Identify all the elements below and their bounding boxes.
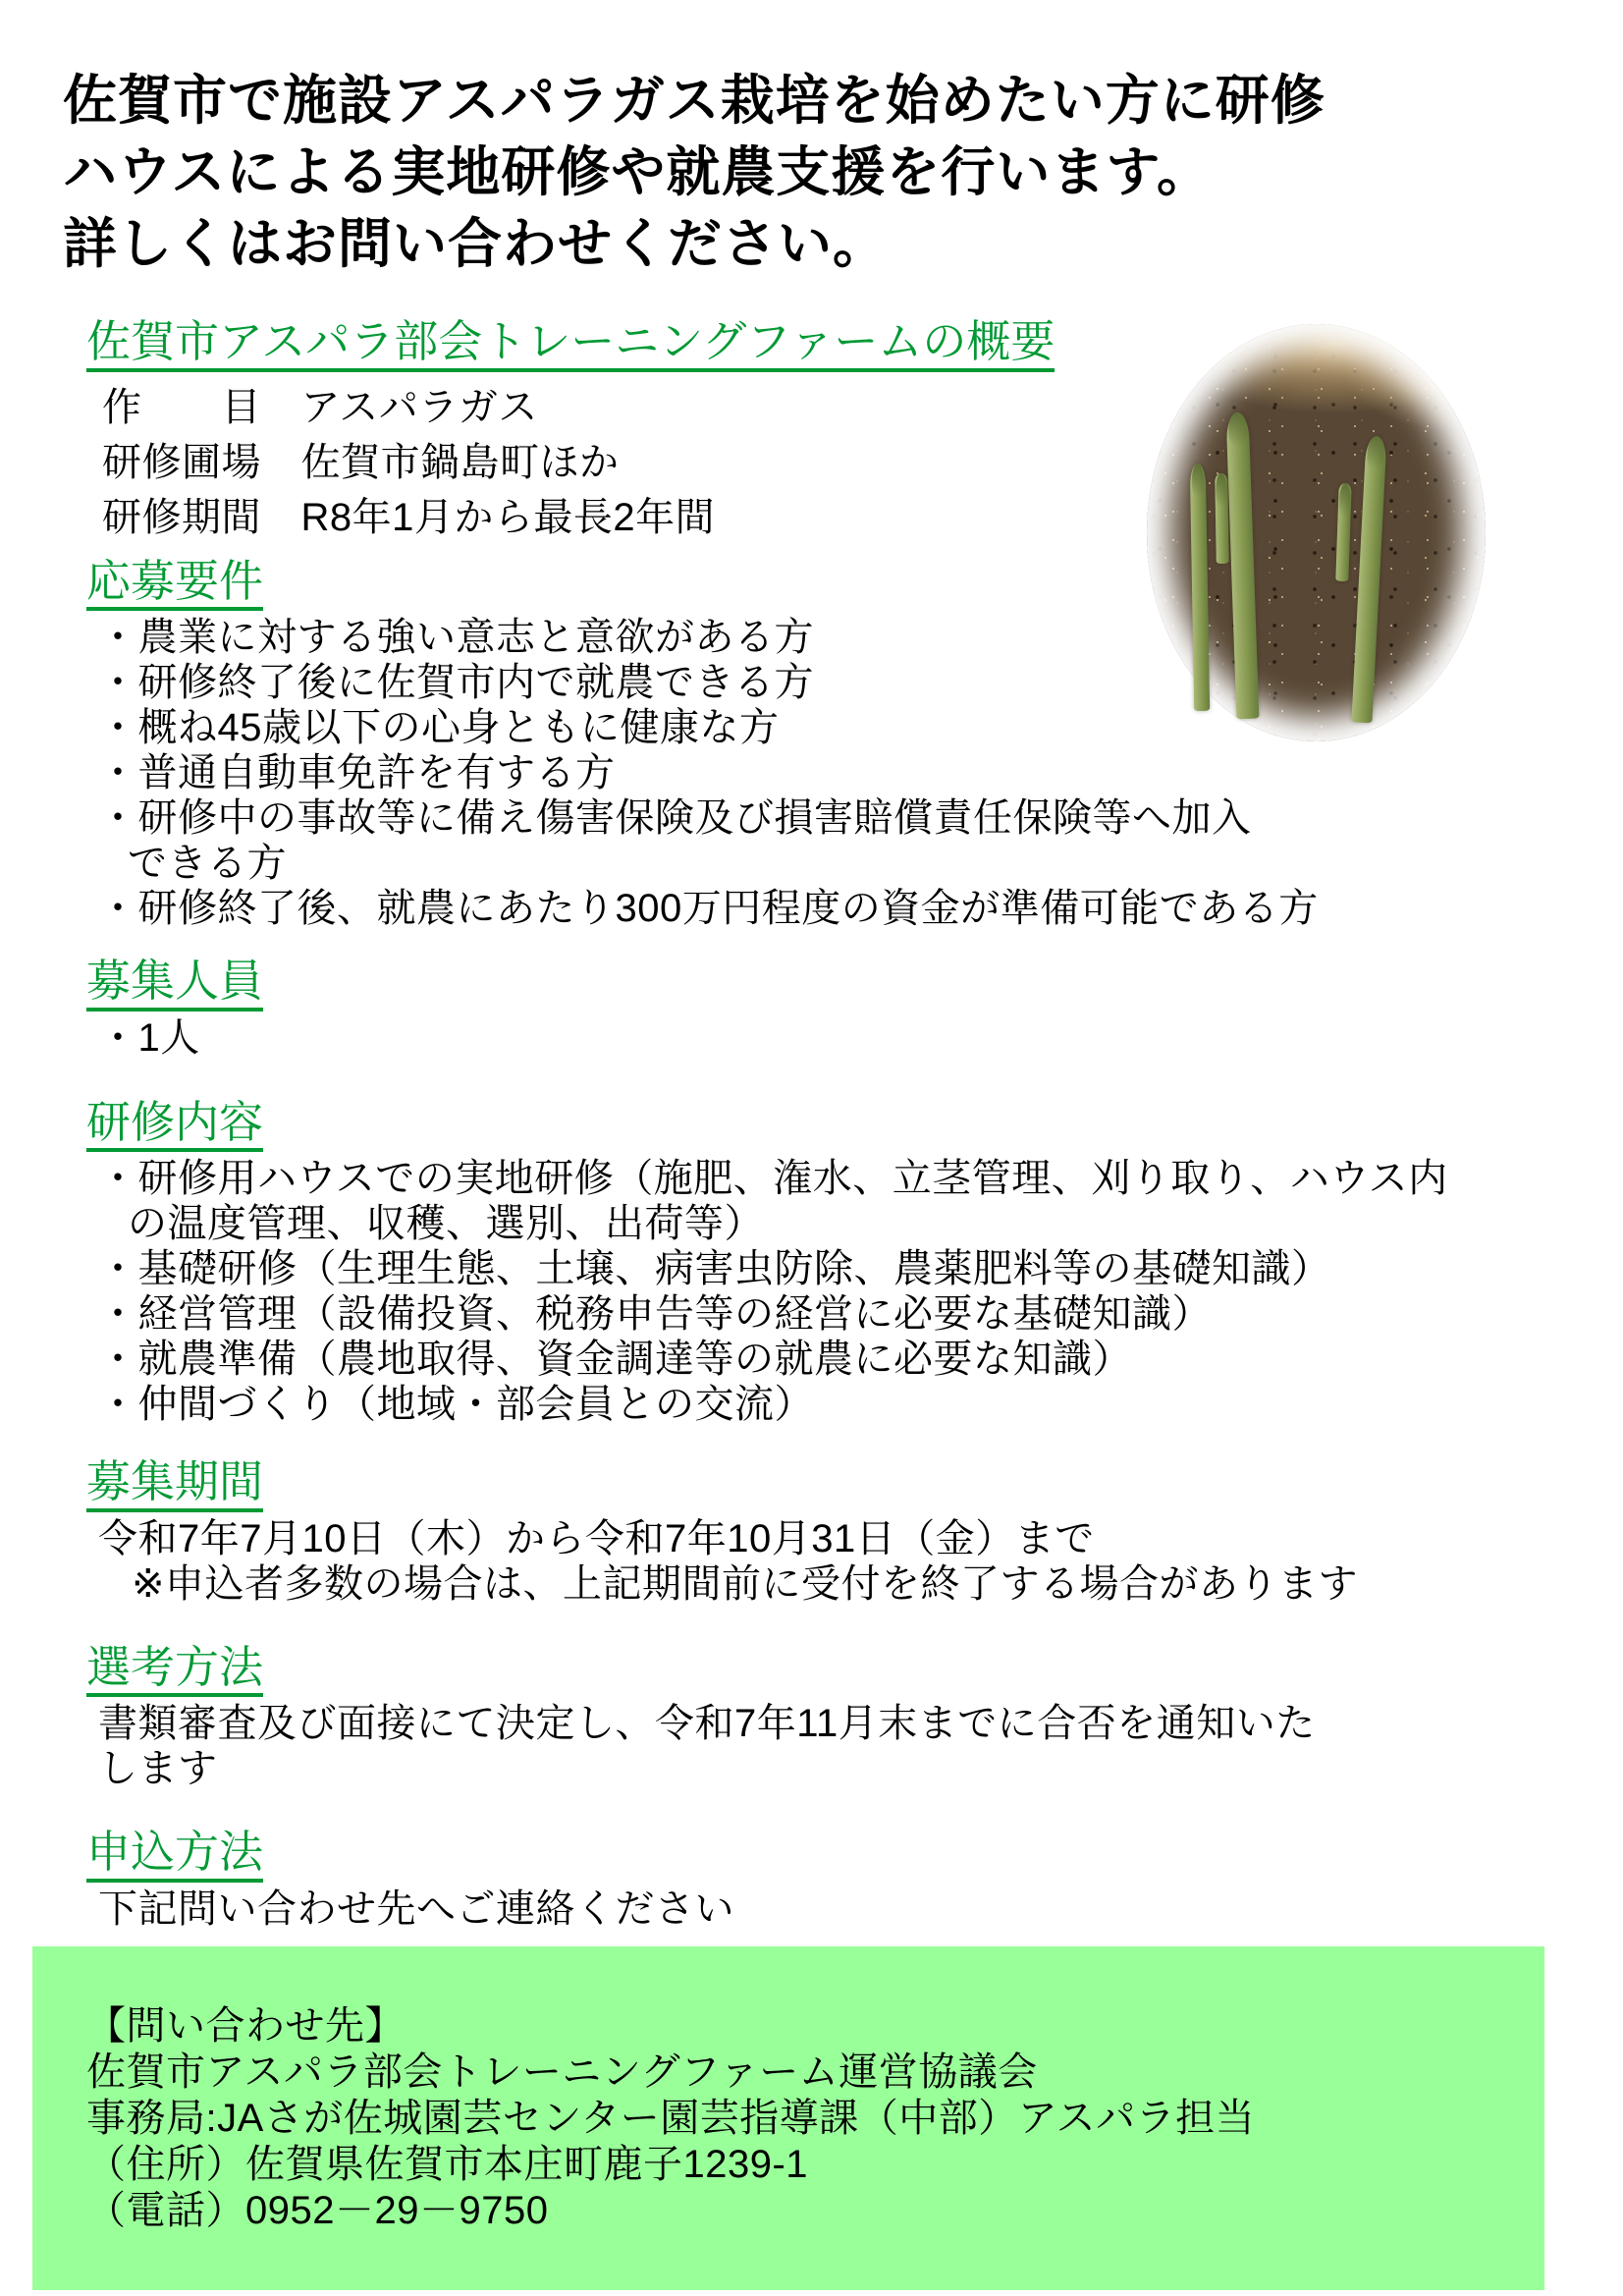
application-lines xyxy=(0,1886,1623,1932)
training-item: ・仲間づくり（地域・部会員との交流） xyxy=(98,1383,814,1426)
period-heading-text: 募集期間 xyxy=(86,1457,263,1512)
application-text: 下記問い合わせ先へご連絡ください xyxy=(98,1886,734,1931)
overview-heading-text: 佐賀市アスパラ部会トレーニングファームの概要 xyxy=(86,317,1055,372)
contact-box-title: 【問い合わせ先】 xyxy=(86,2003,405,2048)
recruitment-item: ・1人 xyxy=(98,1015,200,1060)
training-item: ・研修用ハウスでの実地研修（施肥、潅水、立茎管理、刈り取り、ハウス内 xyxy=(98,1157,1448,1200)
requirement-item: ・普通自動車免許を有する方 xyxy=(98,751,616,794)
contact-organization: 佐賀市アスパラ部会トレーニングファーム運営協議会 xyxy=(86,2050,1038,2094)
contact-box xyxy=(32,1946,1544,2290)
asparagus-spear xyxy=(1226,412,1260,720)
page-title xyxy=(63,0,1623,280)
training-item: ・基礎研修（生理生態、土壌、病害虫防除、農薬肥料等の基礎知識） xyxy=(98,1247,1331,1290)
selection-text: 書類審査及び面接にて決定し、令和7年11月末までに合否を通知いた xyxy=(98,1702,1316,1745)
contact-phone: （電話）0952－29－9750 xyxy=(86,2188,549,2232)
recruitment-heading-text: 募集人員 xyxy=(86,957,263,1011)
section-heading-period xyxy=(86,1457,1623,1512)
period-lines xyxy=(0,1516,1623,1607)
training-item: ・経営管理（設備投資、税務申告等の経営に必要な基礎知識） xyxy=(98,1292,1212,1336)
training-list xyxy=(0,1156,1623,1427)
training-item-continuation: の温度管理、収穫、選別、出荷等） xyxy=(128,1202,764,1245)
application-heading-text: 申込方法 xyxy=(86,1828,263,1883)
requirements-heading-text: 応募要件 xyxy=(86,557,263,612)
section-heading-application xyxy=(86,1828,1623,1883)
requirement-item-continuation: できる方 xyxy=(128,842,287,885)
asparagus-photo xyxy=(1147,324,1486,741)
overview-row-crop: 作 目 アスパラガス xyxy=(102,385,538,429)
contact-office: 事務局:JAさが佐城園芸センター園芸指導課（中部）アスパラ担当 xyxy=(86,2096,1256,2140)
asparagus-spear xyxy=(1351,436,1386,724)
period-dates: 令和7年7月10日（木）から令和7年10月31日（金）まで xyxy=(98,1516,1095,1560)
title-line-2: ハウスによる実地研修や就農支援を行います。 xyxy=(63,141,1212,202)
training-item: ・就農準備（農地取得、資金調達等の就農に必要な知識） xyxy=(98,1338,1132,1381)
requirement-item: ・農業に対する強い意志と意欲がある方 xyxy=(98,616,814,659)
title-line-1: 佐賀市で施設アスパラガス栽培を始めたい方に研修 xyxy=(63,70,1325,131)
period-note: ※申込者多数の場合は、上記期間前に受付を終了する場合があります xyxy=(132,1561,1359,1606)
asparagus-spear xyxy=(1215,473,1229,564)
selection-heading-text: 選考方法 xyxy=(86,1643,263,1698)
asparagus-spear xyxy=(1190,464,1210,711)
contact-address: （住所）佐賀県佐賀市本庄町鹿子1239-1 xyxy=(86,2142,809,2186)
recruitment-list xyxy=(0,1015,1623,1061)
selection-lines xyxy=(0,1701,1623,1791)
section-heading-training xyxy=(86,1098,1623,1153)
training-heading-text: 研修内容 xyxy=(86,1098,263,1153)
overview-row-term: 研修期間 R8年1月から最長2年間 xyxy=(102,495,716,539)
section-heading-selection xyxy=(86,1643,1623,1698)
title-line-3: 詳しくはお問い合わせください。 xyxy=(63,213,889,274)
selection-text-continuation: します xyxy=(98,1747,218,1790)
section-heading-recruitment xyxy=(86,957,1623,1011)
requirement-item: ・研修終了後に佐賀市内で就農できる方 xyxy=(98,661,814,704)
overview-row-site: 研修圃場 佐賀市鍋島町ほか xyxy=(102,440,620,484)
requirement-item: ・研修中の事故等に備え傷害保険及び損害賠償責任保険等へ加入 xyxy=(98,796,1252,840)
asparagus-spear xyxy=(1335,483,1351,581)
requirement-item: ・研修終了後、就農にあたり300万円程度の資金が準備可能である方 xyxy=(98,887,1319,930)
requirement-item: ・概ね45歳以下の心身ともに健康な方 xyxy=(98,706,780,749)
